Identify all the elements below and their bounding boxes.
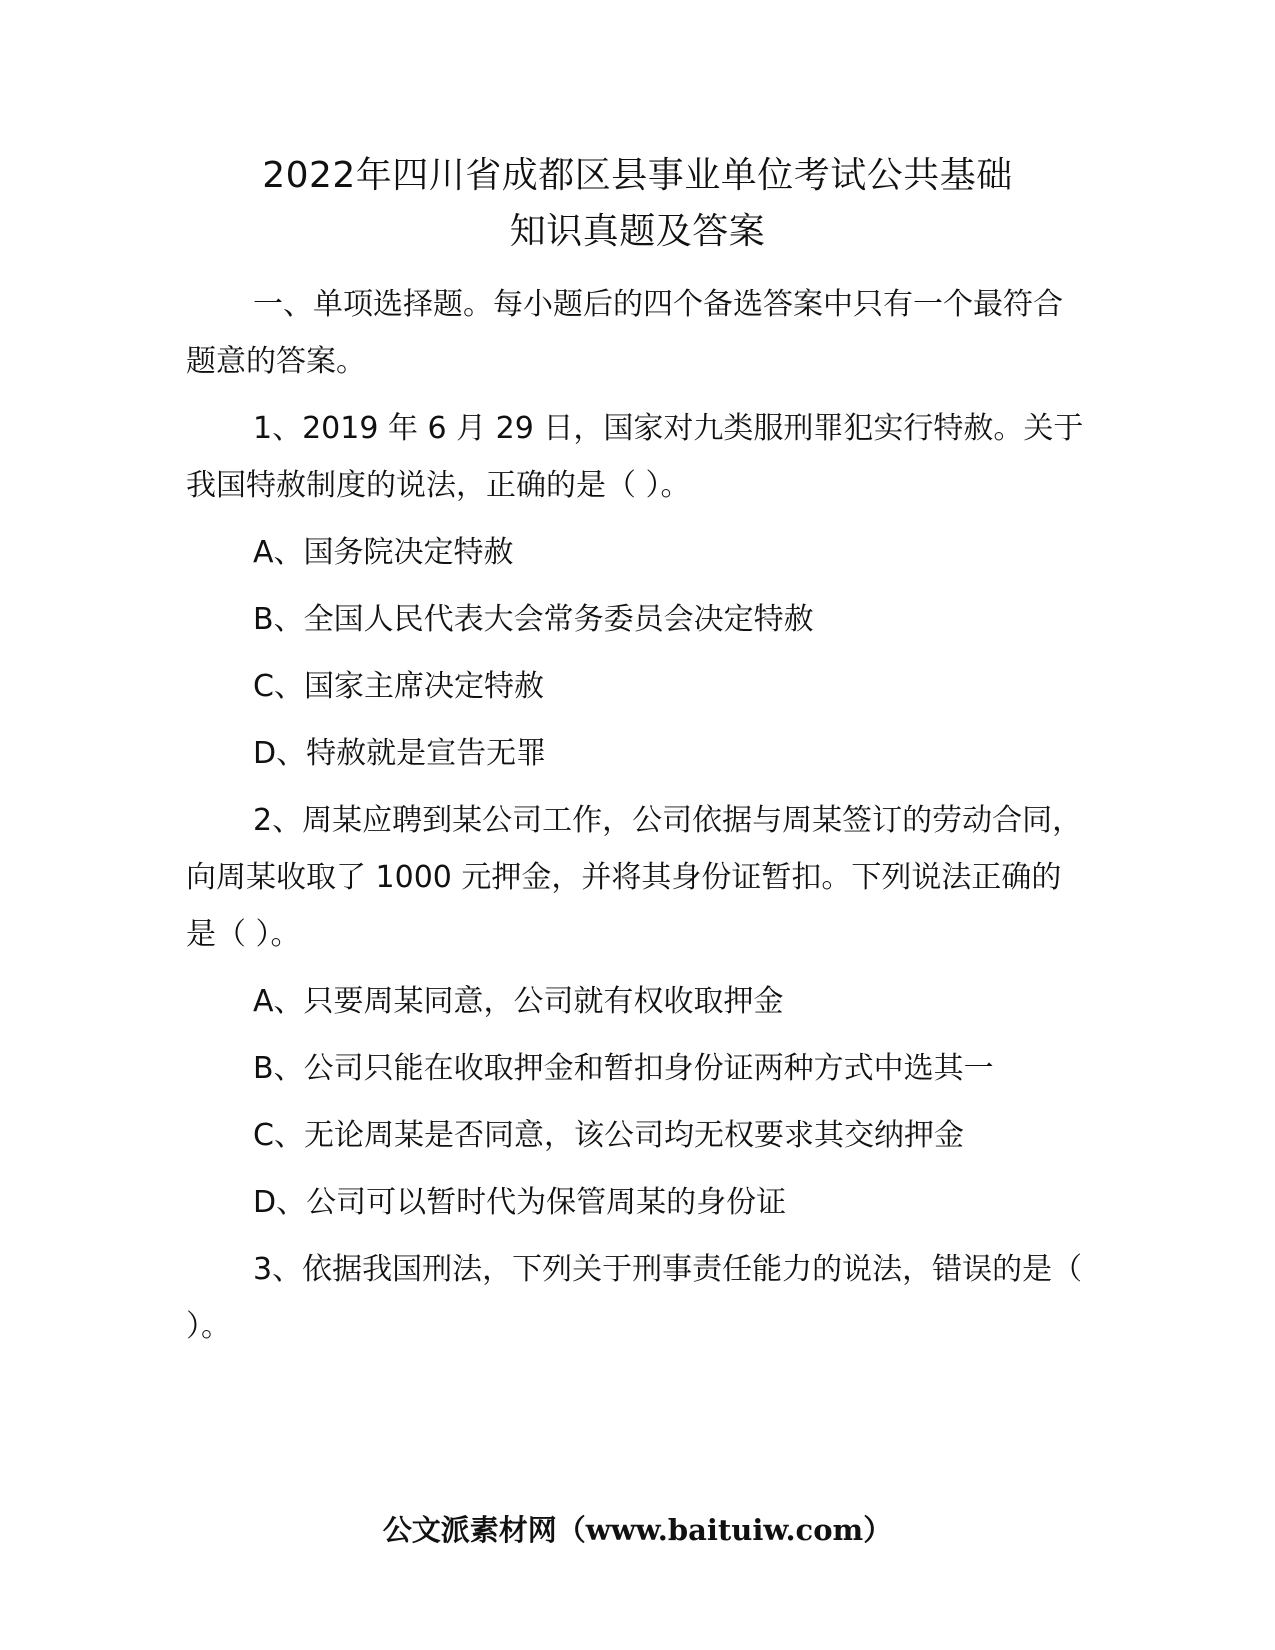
title-line-1: 2022年四川省成都区县事业单位考试公共基础 [262,155,1013,196]
footer-watermark-text: 公文派素材网（www.baituiw.com） [382,1513,893,1547]
question-2-option-b: B、公司只能在收取押金和暂扣身份证两种方式中选其一 [253,1051,994,1086]
question-2-option-c: C、无论周某是否同意，该公司均无权要求其交纳押金 [253,1118,964,1153]
question-2-stem: 2、周某应聘到某公司工作，公司依据与周某签订的劳动合同，向周某收取了 1000 元押金，并将其身份证暂扣。下列说法正确的是（ ）。 [186,803,1083,952]
question-1-option-b: B、全国人民代表大会常务委员会决定特赦 [253,602,814,637]
section-intro: 一、单项选择题。每小题后的四个备选答案中只有一个最符合题意的答案。 [186,287,1063,379]
question-1-option-d: D、特赦就是宣告无罪 [253,736,547,771]
question-1-option-a: A、国务院决定特赦 [253,535,514,570]
question-2-option-d: D、公司可以暂时代为保管周某的身份证 [253,1185,787,1220]
question-3-stem: 3、依据我国刑法，下列关于刑事责任能力的说法，错误的是（ ）。 [186,1252,1083,1344]
question-2-option-a: A、只要周某同意，公司就有权收取押金 [253,984,784,1019]
page-title [170,148,1105,260]
question-1-stem: 1、2019 年 6 月 29 日，国家对九类服刑罪犯实行特赦。关于我国特赦制度的说法，正确的是（ ）。 [186,411,1084,503]
question-1-option-c: C、国家主席决定特赦 [253,669,544,704]
document-body [186,276,1086,1365]
title-line-2: 知识真题及答案 [509,211,766,252]
